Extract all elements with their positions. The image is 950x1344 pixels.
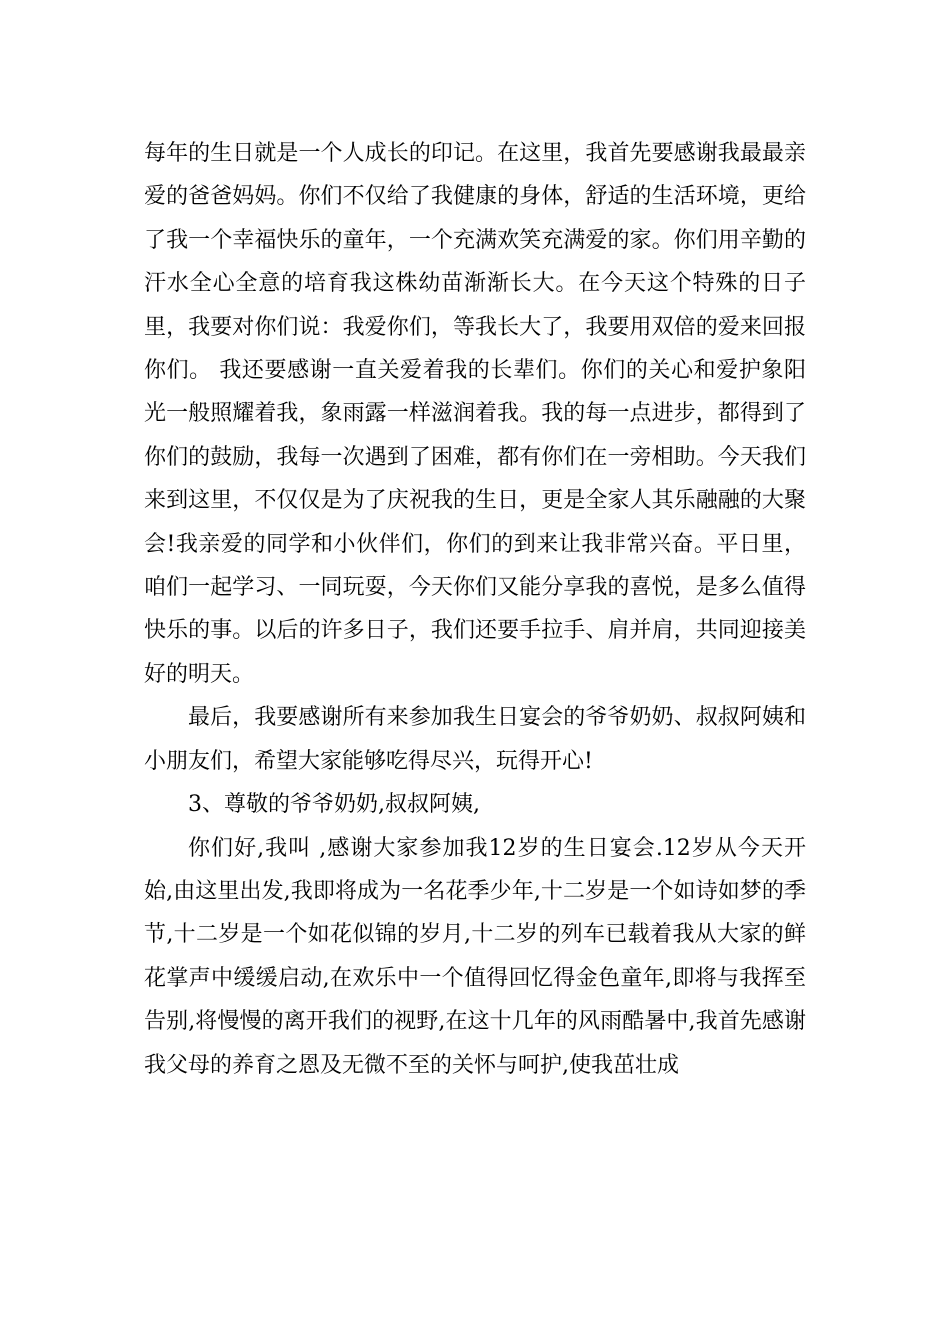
paragraph-section-3-salutation: 3、尊敬的爷爷奶奶,叔叔阿姨, <box>188 792 480 818</box>
document-body <box>144 132 806 1087</box>
paragraph-thanks-parents-elders-friends: 每年的生日就是一个人成长的印记。在这里，我首先要感谢我最最亲爱的爸爸妈妈。你们不仅给了我健康的身体，舒适的生活环境，更给了我一个幸福快乐的童年，一个充满欢笑充满爱的家。你们用辛勤的汗水全心全意的培育我这株幼苗渐渐长大。在今天这个特殊的日子里，我要对你们说：我爱你们，等我长大了，我要用双倍的爱来回报你们。 我还要感谢一直关爱着我的长辈们。你们的关心和爱护象阳光一般照耀着我，象雨露一样滋润着我。我的每一点进步，都得到了你们的鼓励，我每一次遇到了困难，都有你们在一旁相助。今天我们来到这里，不仅仅是为了庆祝我的生日，更是全家人其乐融融的大聚会!我亲爱的同学和小伙伴们，你们的到来让我非常兴奋。平日里，咱们一起学习、一同玩耍，今天你们又能分享我的喜悦，是多么值得快乐的事。以后的许多日子，我们还要手拉手、肩并肩，共同迎接美好的明天。 <box>144 141 806 687</box>
paragraph-twelve-birthday-speech: 你们好,我叫 ,感谢大家参加我12岁的生日宴会.12岁从今天开始,由这里出发,我即将成为一名花季少年,十二岁是一个如诗如梦的季节,十二岁是一个如花似锦的岁月,十二岁的列车已载着我从大家的鲜花掌声中缓缓启动,在欢乐中一个值得回忆得金色童年,即将与我挥至告别,将慢慢的离开我们的视野,在这十几年的风雨酷暑中,我首先感谢我父母的养育之恩及无微不至的关怀与呵护,使我茁壮成 <box>144 835 806 1078</box>
paragraph-closing-thanks: 最后，我要感谢所有来参加我生日宴会的爷爷奶奶、叔叔阿姨和小朋友们，希望大家能够吃得尽兴，玩得开心! <box>144 705 806 774</box>
